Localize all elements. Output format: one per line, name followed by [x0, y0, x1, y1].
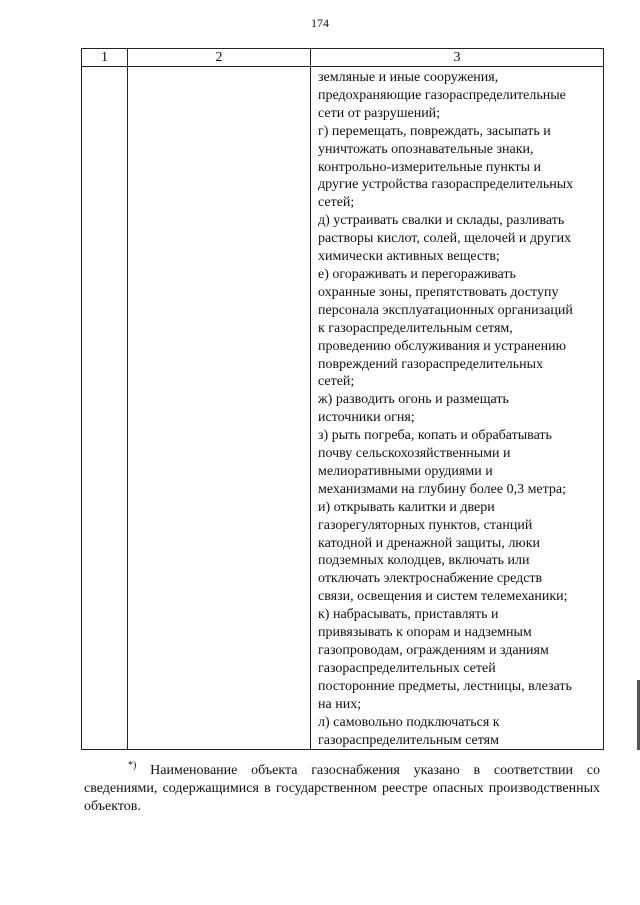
text-line: з) рыть погреба, копать и обрабатывать — [318, 428, 552, 444]
text-line: отключать электроснабжение средств — [318, 571, 543, 587]
text-line: мелиоративными орудиями и — [318, 463, 493, 479]
footnote — [84, 762, 600, 816]
text-line: на них; — [318, 696, 362, 712]
text-line: почву сельскохозяйственными и — [318, 446, 511, 462]
text-line: и) открывать калитки и двери — [318, 499, 495, 515]
footnote-text: Наименование объекта газоснабжения указано в соответствии со сведениями, содержащимися в государственном реестре опасных производственных объектов. — [84, 763, 600, 814]
text-line: растворы кислот, солей, щелочей и других — [318, 231, 572, 247]
text-line: предохраняющие газораспределительные — [318, 87, 566, 103]
text-line: е) огораживать и перегораживать — [318, 266, 516, 282]
text-line: г) перемещать, повреждать, засыпать и — [318, 123, 551, 139]
text-line: к газораспределительным сетям, — [318, 320, 513, 336]
text-line: сети от разрушений; — [318, 105, 441, 121]
column-3-cell — [311, 67, 604, 750]
text-line: повреждений газораспределительных — [318, 356, 544, 372]
column-header-1: 1 — [82, 49, 128, 67]
text-line: другие устройства газораспределительных — [318, 177, 574, 193]
text-line: уничтожать опознавательные знаки, — [318, 141, 534, 157]
text-line: химически активных веществ; — [318, 249, 500, 265]
text-line: газорегуляторных пунктов, станций — [318, 517, 533, 533]
text-line: персонала эксплуатационных организаций — [318, 302, 573, 318]
column-3-text — [311, 67, 603, 749]
text-line: контрольно-измерительные пункты и — [318, 159, 542, 175]
text-line: охранные зоны, препятствовать доступу — [318, 284, 559, 300]
text-line: посторонние предметы, лестницы, влезать — [318, 678, 572, 694]
text-line: привязывать к опорам и надземным — [318, 625, 532, 641]
text-line: сетей; — [318, 195, 355, 211]
text-line: связи, освещения и систем телемеханики; — [318, 589, 568, 605]
text-line: ж) разводить огонь и размещать — [318, 392, 509, 408]
text-line: газораспределительных сетей — [318, 660, 496, 676]
text-line: земляные и иные сооружения, — [318, 70, 499, 85]
text-line: подземных колодцев, включать или — [318, 553, 530, 569]
column-1-cell — [82, 67, 128, 750]
table-header-row — [82, 49, 604, 67]
requirements-table — [81, 48, 604, 750]
text-line: д) устраивать свалки и склады, разливать — [318, 213, 565, 229]
text-line: газопроводам, ограждениям и зданиям — [318, 643, 549, 658]
column-header-2: 2 — [128, 49, 311, 67]
text-line: источники огня; — [318, 410, 415, 426]
text-line: к) набрасывать, приставлять и — [318, 607, 499, 623]
text-line: проведению обслуживания и устранению — [318, 338, 567, 354]
page-number: 174 — [311, 16, 329, 30]
text-line: катодной и дренажной защиты, люки — [318, 535, 541, 551]
column-2-cell — [128, 67, 311, 750]
text-line: л) самовольно подключаться к — [318, 714, 500, 730]
text-line: сетей; — [318, 374, 355, 390]
footnote-marker: *) — [128, 760, 137, 771]
table-row — [82, 67, 604, 750]
text-line: газораспределительным сетям — [318, 732, 499, 748]
column-header-3: 3 — [311, 49, 604, 67]
text-line: механизмами на глубину более 0,3 метра; — [318, 481, 567, 497]
